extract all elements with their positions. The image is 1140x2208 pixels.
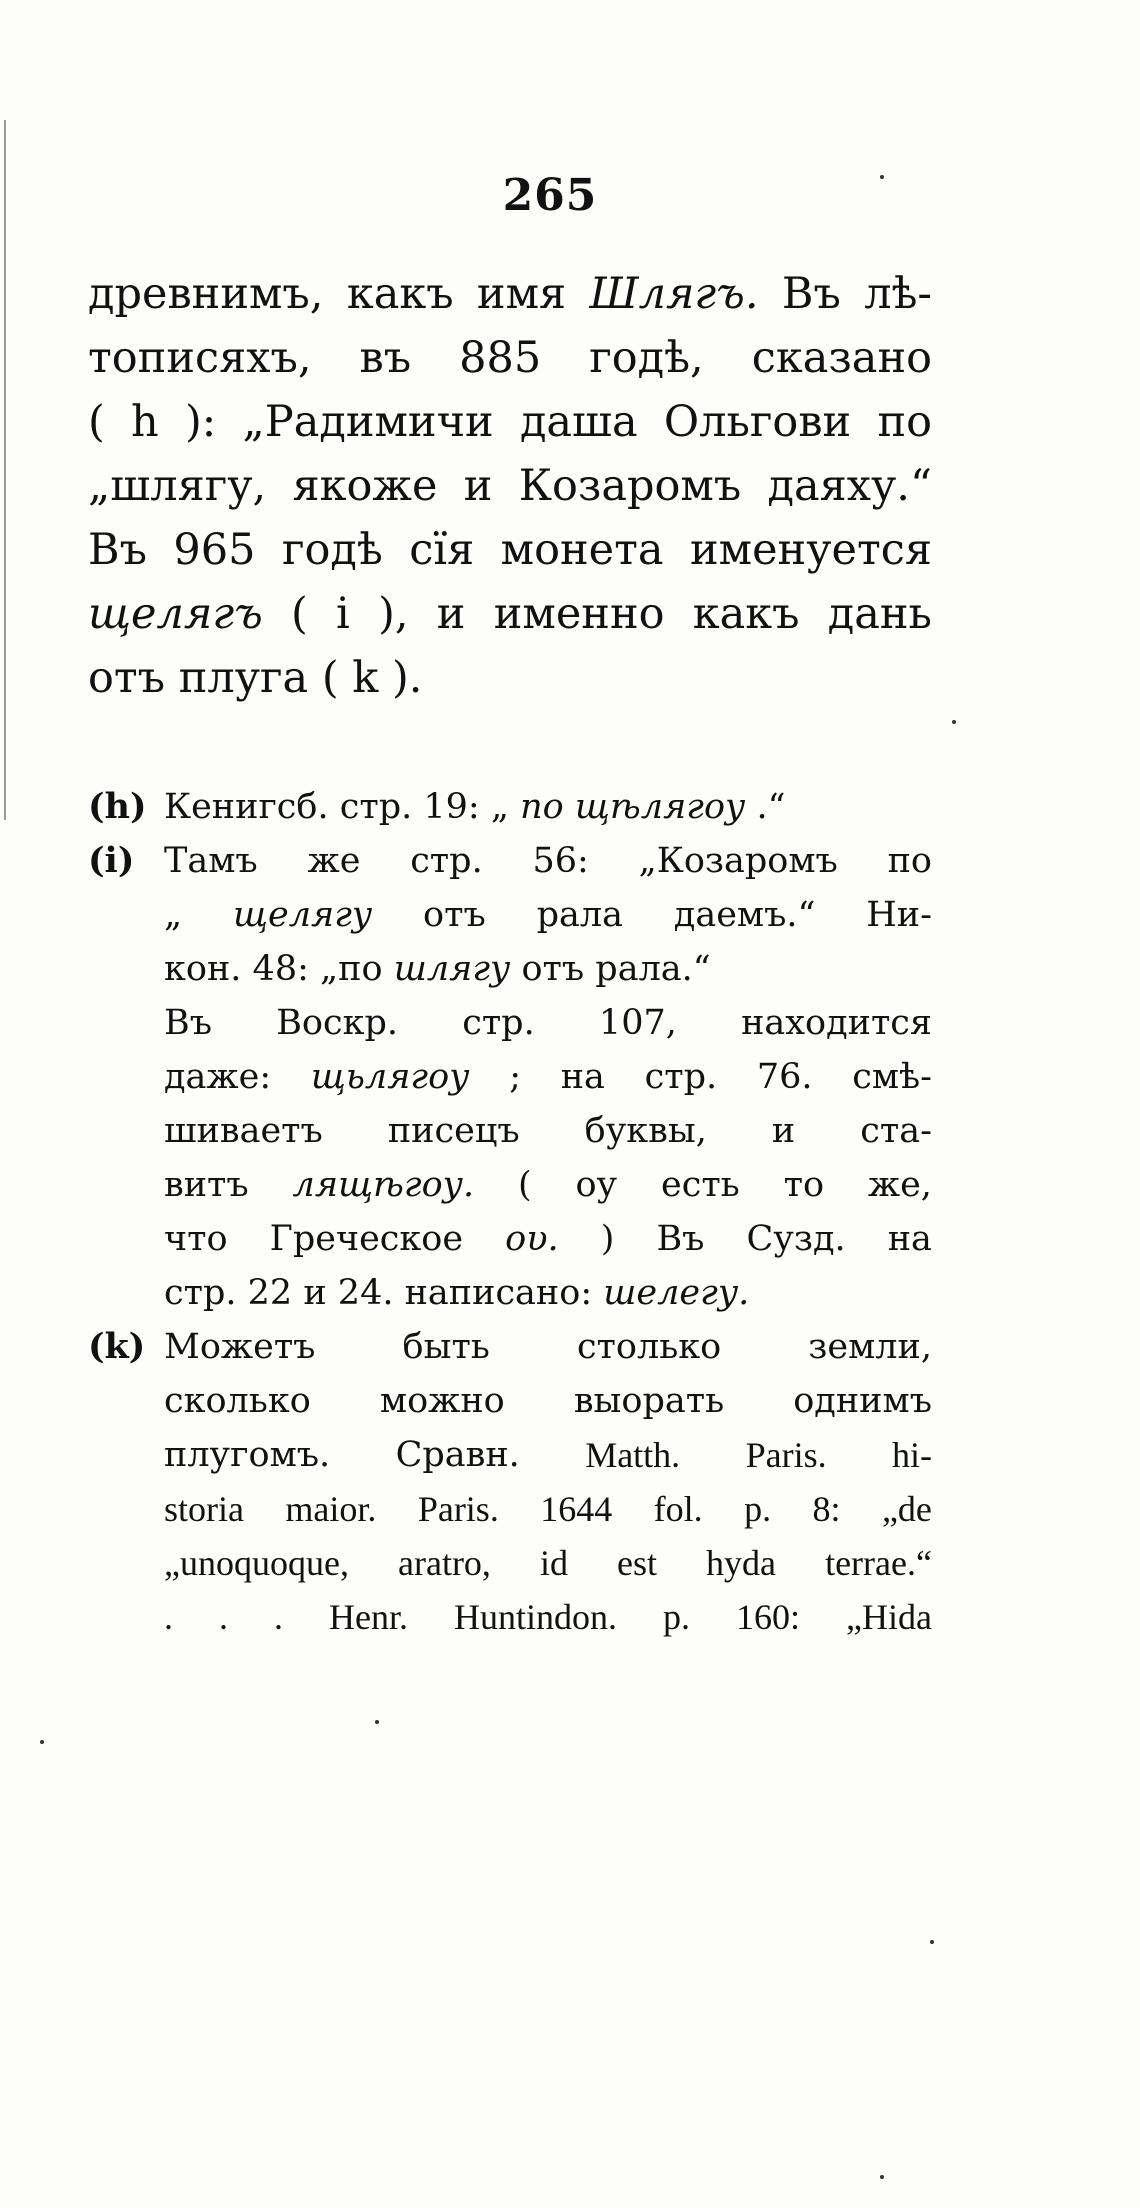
footnote bbox=[88, 834, 932, 1320]
footnote-line bbox=[164, 1482, 932, 1536]
word: на bbox=[887, 1219, 932, 1259]
word: 965 bbox=[173, 525, 256, 575]
footnote-line bbox=[164, 780, 932, 834]
word: писецъ bbox=[387, 1111, 520, 1151]
word: Воскр. bbox=[276, 1003, 399, 1043]
word: лящѣгоу. bbox=[292, 1165, 475, 1205]
main-text-line bbox=[88, 518, 932, 582]
word: именно bbox=[493, 589, 665, 639]
word: „Радимичи bbox=[242, 397, 494, 447]
word: стр. bbox=[462, 1003, 535, 1043]
word: ου. bbox=[505, 1219, 559, 1259]
word: даемъ.“ bbox=[673, 895, 816, 935]
word: щьлягоу bbox=[310, 1057, 470, 1097]
footnote-marker: (k) bbox=[88, 1326, 146, 1367]
word: ) bbox=[600, 1219, 615, 1259]
word: то bbox=[783, 1165, 825, 1205]
word: ): bbox=[184, 397, 217, 447]
word: шиваетъ bbox=[164, 1111, 323, 1151]
print-speck bbox=[880, 175, 884, 179]
footnote-body bbox=[164, 780, 932, 834]
word: 56: bbox=[532, 841, 589, 881]
word: Сравн. bbox=[395, 1435, 520, 1475]
word: щелягу bbox=[232, 895, 373, 935]
footnote-line bbox=[164, 888, 932, 942]
main-text-line bbox=[88, 326, 932, 390]
word: „ bbox=[164, 895, 183, 935]
word: даже: bbox=[164, 1057, 272, 1097]
word: terrae.“ bbox=[825, 1543, 932, 1583]
footnote-body bbox=[164, 1320, 932, 1644]
word: Paris. bbox=[417, 1489, 499, 1529]
word: Сузд. bbox=[746, 1219, 846, 1259]
word: годѣ, bbox=[589, 333, 704, 383]
word: щелягъ bbox=[88, 589, 263, 639]
word: „de bbox=[881, 1489, 932, 1529]
word: годѣ bbox=[281, 525, 383, 575]
footnote-line bbox=[164, 1266, 932, 1320]
word: p. bbox=[744, 1489, 772, 1529]
word: Козаромъ bbox=[518, 461, 742, 511]
word: шелегу. bbox=[603, 1273, 750, 1313]
print-speck bbox=[40, 1740, 44, 1744]
word: по bbox=[887, 841, 932, 881]
footnote-line bbox=[164, 942, 932, 996]
word: земли, bbox=[808, 1327, 932, 1367]
word: смѣ- bbox=[852, 1057, 932, 1097]
word: и bbox=[771, 1111, 796, 1151]
footnote-line bbox=[164, 1374, 932, 1428]
word: Paris. bbox=[745, 1435, 827, 1475]
word: hi- bbox=[891, 1435, 932, 1475]
print-speck bbox=[880, 2175, 884, 2179]
footnote bbox=[88, 780, 932, 834]
word: выорать bbox=[573, 1381, 725, 1421]
word: Въ bbox=[88, 525, 147, 575]
main-text-line bbox=[88, 390, 932, 454]
word: ; bbox=[509, 1057, 521, 1097]
word: est bbox=[617, 1543, 658, 1583]
footnote-line bbox=[164, 834, 932, 888]
footnote-line bbox=[164, 996, 932, 1050]
word: h bbox=[131, 397, 159, 447]
word: же bbox=[307, 841, 361, 881]
word: имя bbox=[476, 269, 567, 319]
word: 48: bbox=[252, 949, 309, 989]
word: написано: bbox=[404, 1273, 593, 1313]
word: на bbox=[560, 1057, 605, 1097]
word: ( bbox=[517, 1165, 532, 1205]
word: .“ bbox=[756, 787, 786, 827]
word: „Hida bbox=[846, 1597, 932, 1637]
word: оу bbox=[575, 1165, 618, 1205]
word: ( bbox=[88, 397, 105, 447]
word: Въ bbox=[656, 1219, 705, 1259]
word: aratro, bbox=[398, 1543, 491, 1583]
footnotes-block bbox=[88, 780, 932, 1644]
word: столько bbox=[576, 1327, 722, 1367]
word: 107, bbox=[598, 1003, 677, 1043]
word: по bbox=[877, 397, 932, 447]
main-text-block bbox=[88, 262, 932, 710]
word: 22 bbox=[247, 1273, 293, 1313]
word: буквы, bbox=[584, 1111, 707, 1151]
word: „Козаромъ bbox=[638, 841, 838, 881]
main-text-line bbox=[88, 582, 932, 646]
print-speck bbox=[375, 1720, 379, 1724]
word: ста- bbox=[860, 1111, 932, 1151]
word: какъ bbox=[692, 589, 800, 639]
word: даша bbox=[519, 397, 638, 447]
print-speck bbox=[930, 1940, 934, 1944]
word: i bbox=[336, 589, 350, 639]
word: Ольгови bbox=[663, 397, 852, 447]
footnote-line bbox=[164, 1050, 932, 1104]
word: p. bbox=[663, 1597, 690, 1637]
word: Huntindon. bbox=[453, 1597, 617, 1637]
word: fol. bbox=[653, 1489, 703, 1529]
word: Въ bbox=[164, 1003, 212, 1043]
word: ), bbox=[378, 589, 409, 639]
word: можно bbox=[379, 1381, 505, 1421]
word: 19: bbox=[423, 787, 480, 827]
word: Ни- bbox=[866, 895, 932, 935]
word: . bbox=[164, 1597, 173, 1637]
word: Шлягъ. bbox=[589, 269, 759, 319]
word: находится bbox=[741, 1003, 932, 1043]
word: въ bbox=[359, 333, 412, 383]
word: шлягу bbox=[393, 949, 511, 989]
word: ( bbox=[321, 653, 339, 703]
word: быть bbox=[402, 1327, 490, 1367]
main-text-line bbox=[88, 262, 932, 326]
word: 8: bbox=[812, 1489, 841, 1529]
footnote bbox=[88, 1320, 932, 1644]
word: какъ bbox=[346, 269, 454, 319]
word: кон. bbox=[164, 949, 242, 989]
page-edge-line bbox=[4, 120, 6, 820]
word: по bbox=[520, 787, 564, 827]
word: Matth. bbox=[585, 1435, 681, 1475]
footnote-line bbox=[164, 1590, 932, 1644]
footnote-line bbox=[164, 1320, 932, 1374]
word: и bbox=[436, 589, 466, 639]
main-text-line bbox=[88, 646, 932, 710]
word: 885 bbox=[459, 333, 542, 383]
word: отъ bbox=[88, 653, 166, 703]
word: 160: bbox=[736, 1597, 801, 1637]
word: 24. bbox=[337, 1273, 394, 1313]
word: „ bbox=[490, 787, 509, 827]
footnote-line bbox=[164, 1104, 932, 1158]
word: Греческое bbox=[269, 1219, 464, 1259]
word: и bbox=[303, 1273, 327, 1313]
word: сказано bbox=[751, 333, 932, 383]
word: есть bbox=[661, 1165, 740, 1205]
word: Можетъ bbox=[164, 1327, 316, 1367]
word: отъ bbox=[521, 949, 585, 989]
word: тописяхъ, bbox=[88, 333, 312, 383]
word: сколько bbox=[164, 1381, 311, 1421]
word: плугомъ. bbox=[164, 1435, 331, 1475]
main-text-line bbox=[88, 454, 932, 518]
word: storia bbox=[164, 1489, 244, 1529]
word: рала bbox=[536, 895, 623, 935]
word: что bbox=[164, 1219, 228, 1259]
word: 76. bbox=[756, 1057, 813, 1097]
word: ( bbox=[291, 589, 308, 639]
word: „шлягу, bbox=[88, 461, 267, 511]
word: стр. bbox=[339, 787, 413, 827]
word: щѣлягоу bbox=[574, 787, 746, 827]
print-speck bbox=[952, 720, 956, 724]
word: hyda bbox=[706, 1543, 777, 1583]
word: Тамъ bbox=[164, 841, 258, 881]
footnote-line bbox=[164, 1212, 932, 1266]
word: однимъ bbox=[793, 1381, 932, 1421]
word: и bbox=[463, 461, 493, 511]
word: id bbox=[539, 1543, 568, 1583]
word: древнимъ, bbox=[88, 269, 324, 319]
word: ). bbox=[392, 653, 423, 703]
footnote-line bbox=[164, 1536, 932, 1590]
word: отъ bbox=[423, 895, 486, 935]
word: сїя bbox=[409, 525, 475, 575]
word: Кенигсб. bbox=[164, 787, 329, 827]
word: стр. bbox=[410, 841, 483, 881]
word: Въ bbox=[781, 269, 841, 319]
word: рала.“ bbox=[595, 949, 711, 989]
page-number: 265 bbox=[502, 170, 598, 221]
footnote-line bbox=[164, 1428, 932, 1482]
word: стр. bbox=[164, 1273, 237, 1313]
word: . bbox=[219, 1597, 228, 1637]
word: k bbox=[352, 653, 379, 703]
word: витъ bbox=[164, 1165, 249, 1205]
word: монета bbox=[500, 525, 664, 575]
word: же, bbox=[867, 1165, 932, 1205]
word: „unoquoque, bbox=[164, 1543, 349, 1583]
word: „по bbox=[320, 949, 383, 989]
footnote-line bbox=[164, 1158, 932, 1212]
word: именуется bbox=[689, 525, 932, 575]
word: maior. bbox=[285, 1489, 377, 1529]
word: Henr. bbox=[329, 1597, 408, 1637]
word: якоже bbox=[292, 461, 438, 511]
word: 1644 bbox=[540, 1489, 613, 1529]
footnote-marker: (i) bbox=[88, 840, 135, 881]
word: дань bbox=[827, 589, 932, 639]
word: . bbox=[274, 1597, 283, 1637]
word: даяху.“ bbox=[767, 461, 932, 511]
word: лѣ- bbox=[864, 269, 932, 319]
word: стр. bbox=[644, 1057, 718, 1097]
word: плуга bbox=[178, 653, 309, 703]
footnote-body bbox=[164, 834, 932, 1320]
footnote-marker: (h) bbox=[88, 786, 147, 827]
